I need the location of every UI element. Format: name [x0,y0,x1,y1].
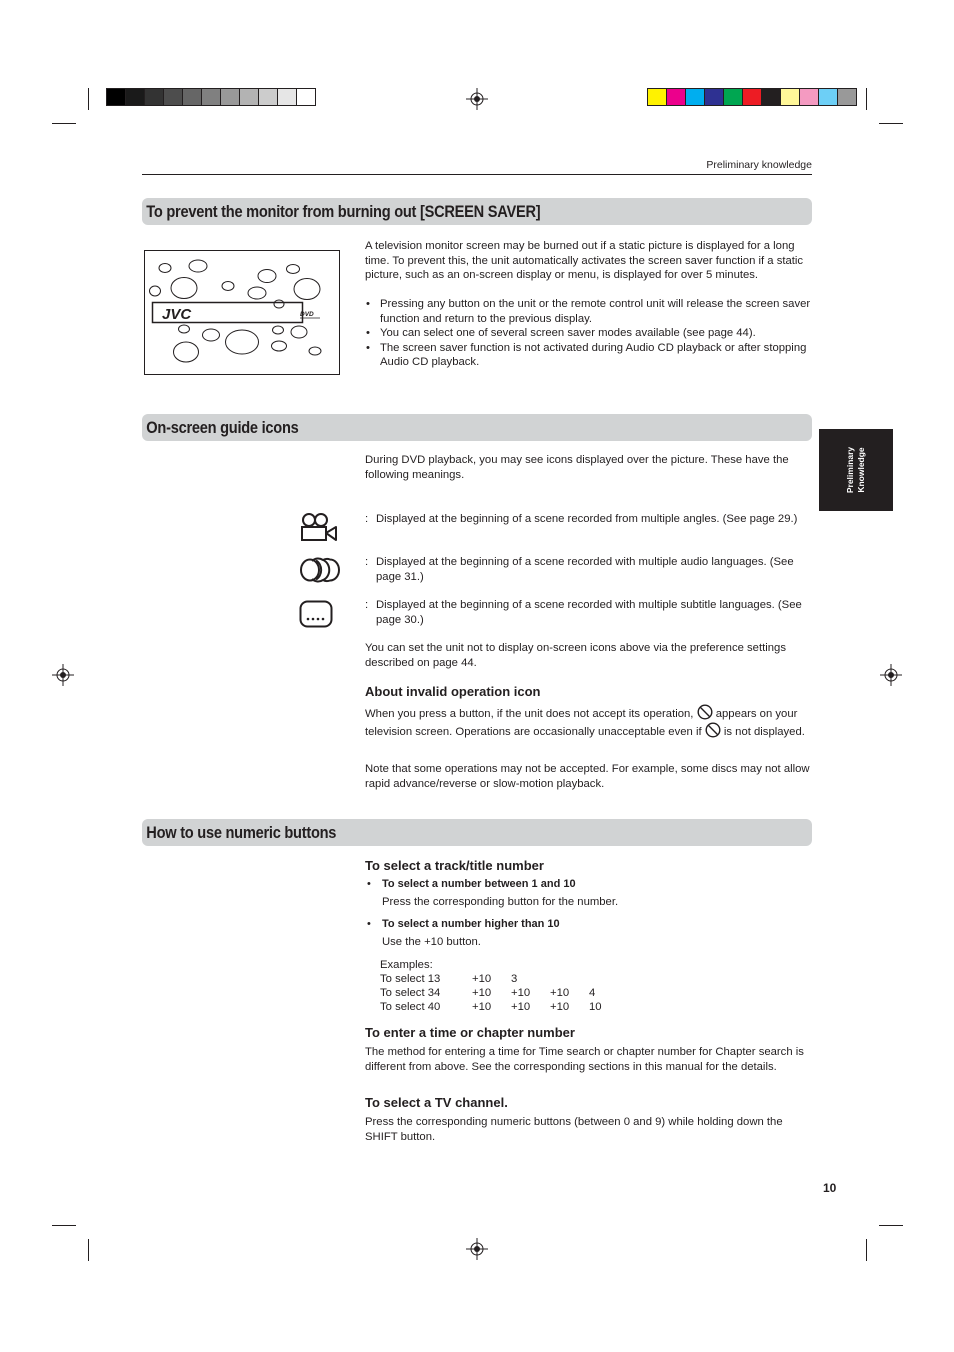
gray-swatch [278,89,297,105]
table-cell: 3 [511,973,518,985]
table-row [380,986,602,1000]
table-cell [550,972,589,986]
guide-icon-row-angle [365,512,813,527]
guide-icon-row-audio [365,555,813,584]
screen-saver-bullets [365,297,813,370]
invalid-operation-text [365,704,813,739]
section-title: On-screen guide icons [146,418,299,437]
gray-swatch [183,89,202,105]
guide-icons-intro: During DVD playback, you may see icons displayed over the picture. These have the following meanings. [365,454,789,481]
colon: : [365,556,369,568]
crop-mark [866,1239,867,1261]
color-swatch [819,89,838,105]
color-swatch [724,89,743,105]
color-swatch [762,89,781,105]
examples-block [380,958,602,1014]
table-cell: +10 [472,1001,492,1013]
table-row [380,972,602,986]
screen-saver-text [365,239,813,370]
gray-swatch [240,89,259,105]
bullet-dot: • [367,878,371,890]
gray-swatch [164,89,183,105]
registration-mark-icon [466,1238,488,1260]
side-tab [819,429,893,511]
colon: : [365,513,369,525]
side-tab-line: Knowledge [856,447,866,493]
bullet-text: Use the +10 button. [382,936,481,948]
gray-swatch [145,89,164,105]
examples-label: Examples: [380,959,433,971]
examples-table [380,972,602,1014]
table-row [380,1000,602,1014]
crop-mark [52,1225,76,1226]
subtitle-icon [299,600,333,628]
list-item: • The screen saver function is not activated during Audio CD playback or after stopping Audio CD playback. [365,341,813,370]
crop-mark [88,1239,89,1261]
prohibited-icon [697,704,713,720]
color-swatch [781,89,800,105]
colon: : [365,599,369,611]
crop-mark [879,123,903,124]
crop-mark [866,88,867,110]
table-cell: +10 [550,987,570,999]
crop-mark [88,88,89,110]
running-header: Preliminary knowledge [706,159,812,171]
time-chapter-heading: To enter a time or chapter number [365,1025,575,1040]
gray-swatch [202,89,221,105]
page-number: 10 [823,1181,837,1195]
invalid-operation-heading: About invalid operation icon [365,684,541,699]
section-header-numeric-buttons [142,819,812,846]
tv-channel-heading: To select a TV channel. [365,1095,508,1110]
invalid-operation-note: Note that some operations may not be accepted. For example, some discs may not allow rapid advance/reverse or slow-motion playback. [365,763,810,790]
header-rule [142,174,812,175]
registration-mark-icon [52,664,74,686]
side-tab-line: Preliminary [845,446,855,494]
guide-icon-description: Displayed at the beginning of a scene recorded from multiple angles. (See page 29.) [376,513,798,525]
color-swatch [705,89,724,105]
gray-swatch [259,89,278,105]
section-header-guide-icons [142,414,812,441]
color-swatch [838,89,856,105]
color-calibration-bar [647,88,857,106]
crop-mark [52,123,76,124]
bullet-title: To select a number between 1 and 10 [382,878,576,890]
time-chapter-text: The method for entering a time for Time search or chapter number for Chapter search is different from above. See the corresponding sections in this manual for the details. [365,1046,804,1073]
table-cell: 10 [589,1001,602,1013]
guide-icon-description: Displayed at the beginning of a scene recorded with multiple audio languages. (See page 31.) [376,556,794,583]
table-cell: +10 [472,987,492,999]
table-cell: +10 [472,973,492,985]
gray-swatch [126,89,145,105]
section-title: How to use numeric buttons [146,823,337,842]
gray-swatch [221,89,240,105]
gray-swatch [297,89,315,105]
table-cell [589,972,602,986]
camera-angle-icon [300,512,338,542]
guide-icon-description: Displayed at the beginning of a scene recorded with multiple subtitle languages. (See page 30.) [376,599,802,626]
section-header-screen-saver [142,198,812,225]
table-cell: +10 [550,1001,570,1013]
list-item: • Pressing any button on the unit or the remote control unit will release the screen saver function and return to the previous display. [365,297,813,326]
crop-mark [879,1225,903,1226]
invalid-text-part: appears on your television screen. Operations are occasionally unacceptable even if [365,708,798,738]
registration-mark-icon [466,88,488,110]
guide-icon-row-subtitle [365,598,813,627]
audio-language-icon [299,557,343,583]
bullet-text: Press the corresponding button for the number. [382,896,619,908]
color-swatch [648,89,667,105]
color-swatch [667,89,686,105]
bullet-title: To select a number higher than 10 [382,918,560,930]
tv-channel-text: Press the corresponding numeric buttons (between 0 and 9) while holding down the SHIFT button. [365,1116,783,1143]
list-item: • You can select one of several screen saver modes available (see page 44). [365,326,813,341]
track-title-heading: To select a track/title number [365,858,544,873]
registration-mark-icon [880,664,902,686]
table-cell: To select 34 [380,987,441,999]
jvc-logo: JVC [162,306,192,323]
bullet-dot: • [367,918,371,930]
gray-swatch [107,89,126,105]
invalid-text-part: When you press a button, if the unit does not accept its operation, [365,708,694,720]
table-cell: +10 [511,1001,531,1013]
color-swatch [743,89,762,105]
dvd-logo: DVD [300,311,314,318]
grayscale-calibration-bar [106,88,316,106]
color-swatch [686,89,705,105]
color-swatch [800,89,819,105]
side-tab-label [819,429,893,511]
screen-saver-illustration [144,250,340,375]
table-cell: To select 13 [380,973,441,985]
prohibited-icon [705,722,721,738]
invalid-operation-paragraph [365,704,813,739]
screen-saver-intro: A television monitor screen may be burned out if a static picture is displayed for a long time. To prevent this, the unit automatically activates the screen saver function if a static picture, such as an on-screen display or menu, is displayed for over 5 minutes. [365,240,804,281]
guide-icons-note: You can set the unit not to display on-screen icons above via the preference settings described on page 44. [365,642,786,669]
section-title: To prevent the monitor from burning out [SCREEN SAVER] [146,202,541,221]
table-cell: +10 [511,987,531,999]
invalid-text-part: is not displayed. [723,725,805,738]
table-cell: To select 40 [380,1001,441,1013]
table-cell: 4 [589,987,596,999]
